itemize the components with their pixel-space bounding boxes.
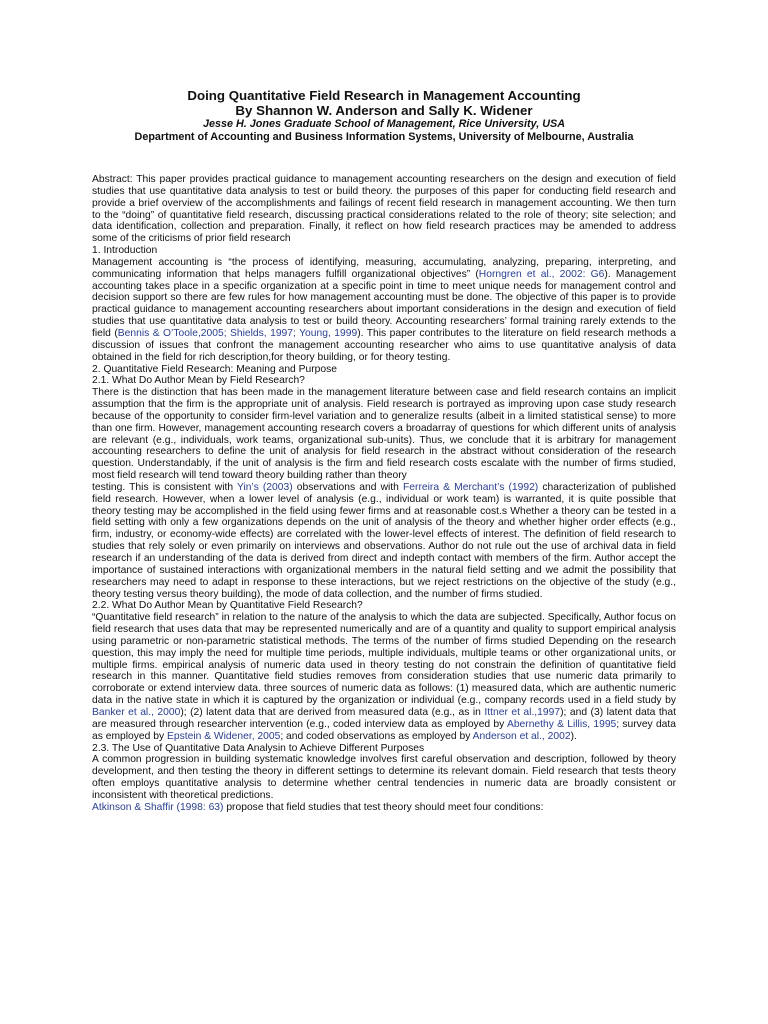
paper-body [92,174,676,814]
text-run: ). [570,730,577,742]
citation-link[interactable]: Ittner et al.,1997 [484,706,561,718]
citation-link[interactable]: Bennis & O’Toole,2005; Shields, 1997; Young, 1999 [117,327,358,339]
theory-testing-paragraph [92,482,676,600]
citation-link[interactable]: Abernethy & Lillis, 1995 [506,718,617,730]
citation-link[interactable]: Epstein & Widener, 2005 [166,730,281,742]
section-heading-meaning-purpose: 2. Quantitative Field Research: Meaning and Purpose [92,363,337,375]
subsection-heading-quantitative: 2.2. What Do Author Mean by Quantitative Field Research? [92,600,363,612]
section-heading-introduction: 1. Introduction [92,245,158,257]
text-run: ; and coded observations as employed by [280,730,473,742]
quantitative-paragraph [92,612,676,742]
paper-authors: By Shannon W. Anderson and Sally K. Widener [235,103,533,118]
conditions-paragraph [92,802,676,814]
field-research-paragraph: There is the distinction that has been made in the management literature between case and field research contains an implicit assumption that the firm is the appropriate unit of analysis. Field research is portrayed as improving upon case study research because of the opportunity to consider firm-level variation and to generalize results (albeit in a limited statistical sense) to more than one firm. However, management accounting research covers a broadarray of questions for which different units of analysis are relevant (e.g., individuals, work teams, organizational sub-units). Thus, we conclude that it is arbitrary for management accounting researchers to define the unit of analysis for field research in the abstract without consideration of the research question. Understandably, if the unit of analysis is the firm and field research costs escalate with the number of firms studied, most field research will tend toward theory building rather than theory [92,387,676,482]
affiliation-rice: Jesse H. Jones Graduate School of Management, Rice University, USA [202,118,565,130]
text-run: ); (2) latent data that are derived from measured data (e.g., as in [180,706,485,718]
citation-link[interactable]: Yin’s (2003) [237,481,293,493]
text-run: propose that field studies that test theory should meet four conditions: [223,801,544,813]
text-run: observations and with [292,481,404,493]
citation-link[interactable]: Anderson et al., 2002 [472,730,571,742]
paper-title: Doing Quantitative Field Research in Management Accounting [187,88,581,103]
citation-link[interactable]: Ferreira & Merchant’s (1992) [403,481,539,493]
title-block [92,88,676,144]
text-run: ). This paper contributes to the literature on field research methods a discussion of issues that confront the management accounting researcher who aims to use quantitative analysis of data obtained in the field for rich description,for theory building, or for theory testing. [92,327,676,363]
text-run: ; survey data as employed by [92,718,676,742]
introduction-paragraph [92,257,676,364]
paper-page [92,88,676,814]
subsection-heading-purposes: 2.3. The Use of Quantitative Data Analysin to Achieve Different Purposes [92,742,425,754]
abstract-paragraph: Abstract: This paper provides practical guidance to management accounting researchers on the design and execution of field studies that use quantitative data analysis to test or build theory. the purposes of this paper for conducting field research and provide a brief overview of the accomplishments and failings of recent field research in management accounting. We then turn to the “doing” of quantitative field research, discussing practical considerations related to the role of theory; site selection; and data identification, collection and preparation. Finally, it reflect on how field research practices may be amended to address some of the criticisms of prior field research [92,174,676,245]
text-run: “Quantitative field research” in relation to the nature of the analysis to which the data are subjected. Specifically, Author focus on field research that uses data that may be represented numerically and are of a quantity and quality to support empirical analysis using parametric or non-parametric statistical methods. The terms of the number of firms studied Depending on the research question, this may imply the need for multiple time periods, multiple individuals, multiple teams or other organizational units, or multiple firms. empirical analysis of numeric data used in theory testing do not constrain the definition of quantitative field research in this manner. Quantitative field studies removes from consideration studies that use numeric data primarily to corroborate or extend interview data. three sources of numeric data as follows: (1) measured data, which are authentic numeric data in the native state in which it is captured by the organization or individual (e.g., company records used in a field study by [92,612,676,707]
citation-link[interactable]: Atkinson & Shaffir (1998: 63) [92,801,224,813]
text-run: ); and (3) latent data that are measured through researcher intervention (e.g., coded interview data as employed by [92,706,676,730]
purposes-paragraph: A common progression in building systematic knowledge involves first careful observation and description, followed by theory development, and then testing the theory in different settings to determine its relevant domain. Field research that tests theory often employs quantitative analysis to determine whether central tendencies in numeric data are broadly consistent or inconsistent with theoretical predictions. [92,754,676,801]
citation-link[interactable]: Horngren et al., 2002: G6 [478,268,605,280]
text-run: Management accounting is “the process of identifying, measuring, accumulating, analyzing, preparing, interpreting, and communicating information that helps managers fulfill organizational objectives” ( [92,256,676,280]
text-run: testing. This is consistent with [92,481,237,493]
text-run: characterization of published field research. However, when a lower level of analysis (e.g., individual or work team) is warranted, it is quite possible that theory testing may be accomplished in the field using fewer firms and at reasonable cost.s Whether a theory can be tested in a field setting with only a few organizations depends on the unit of analysis of the theory and whether higher order effects (e.g., firm, industry, or economy-wide effects) are correlated with the lower-level effects of interest. The definition of field research to studies that rely solely or even primarily on interviews and observations. Author do not rule out the use of archival data in field research if an understanding of the data is derived from direct and indepth contact with members of the firm. Author accept the importance of sustained interactions with organizational members in the natural field setting and we admit the possibility that researchers may need to adapt in response to these interactions, but we reject restrictions on the objective of the study (e.g., theory testing versus theory building), the mode of data collection, and the number of firms studied. [92,481,676,600]
citation-link[interactable]: Banker et al., 2000 [92,706,181,718]
text-run: ). Management accounting takes place in a specific organization at a specific point in time to meet unique needs for management control and decision support so there are few rules for how management accounting must be done. The objective of this paper is to provide practical guidance to management accounting researchers about important considerations in the design and execution of field studies that use quantitative data analysis to test or build theory. Accounting researchers’ formal training rarely extends to the field ( [92,268,676,339]
subsection-heading-field-research: 2.1. What Do Author Mean by Field Research? [92,375,305,387]
affiliation-melbourne: Department of Accounting and Business Information Systems, University of Melbourne, Australia [134,131,634,143]
